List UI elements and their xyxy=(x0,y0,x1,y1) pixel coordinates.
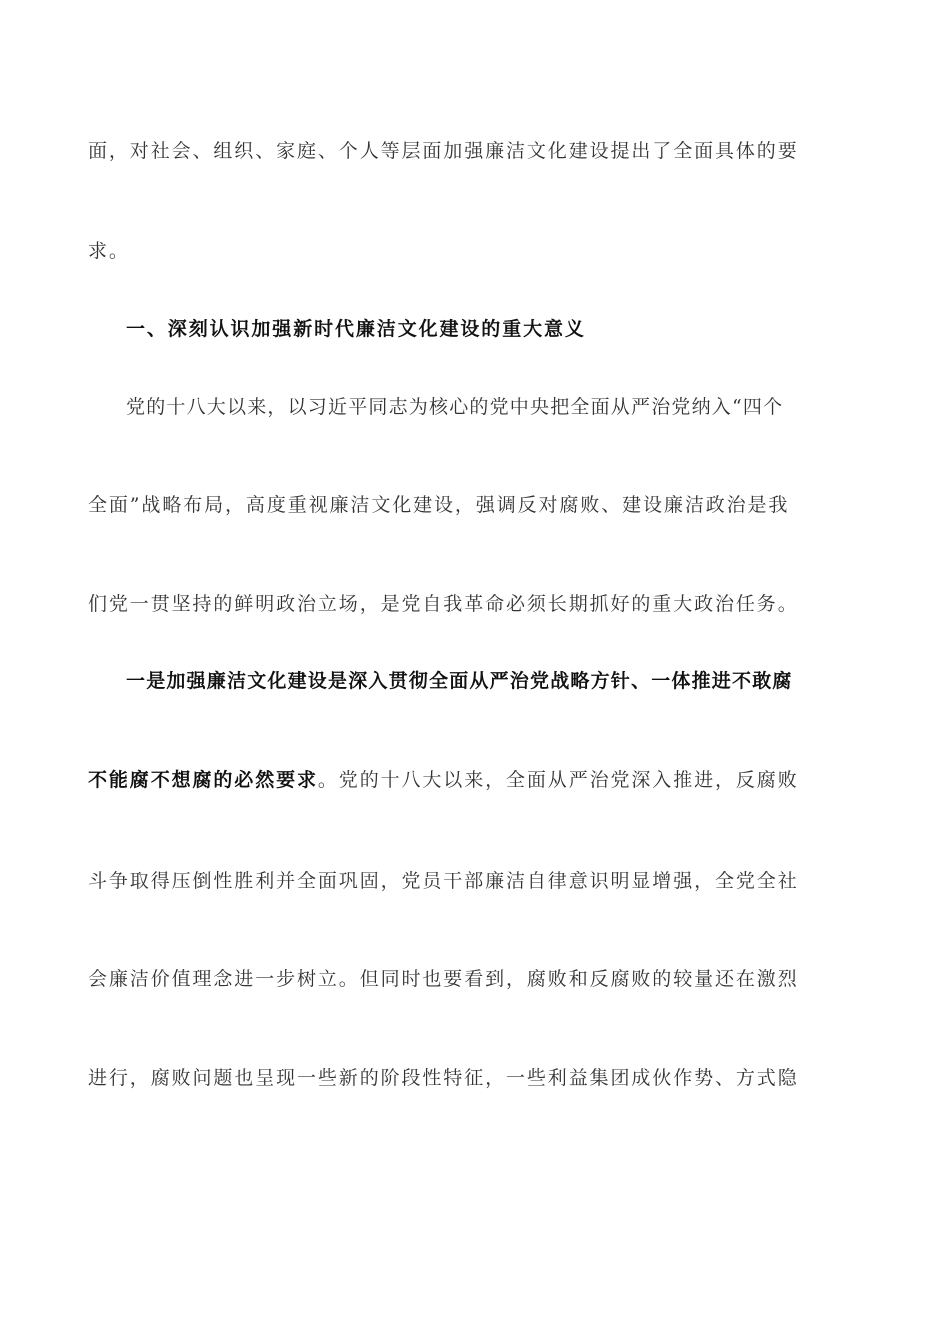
paragraph-line: 们党一贯坚持的鲜明政治立场，是党自我革命必须长期抓好的重大政治任务。 xyxy=(88,593,799,615)
bold-lead-text: 不能腐不想腐的必然要求 xyxy=(88,769,318,791)
paragraph-line: 面，对社会、组织、家庭、个人等层面加强廉洁文化建设提出了全面具体的要 xyxy=(88,140,799,162)
paragraph-line: 进行，腐败问题也呈现一些新的阶段性特征，一些利益集团成伙作势、方式隐 xyxy=(88,1067,799,1089)
paragraph-line: 会廉洁价值理念进一步树立。但同时也要看到，腐败和反腐败的较量还在激烈 xyxy=(88,968,799,990)
paragraph-line: 斗争取得压倒性胜利并全面巩固，党员干部廉洁自律意识明显增强，全党全社 xyxy=(88,870,799,892)
paragraph-line: 党的十八大以来，以习近平同志为核心的党中央把全面从严治党纳入“四个 xyxy=(126,396,784,418)
paragraph-line: 全面”战略布局，高度重视廉洁文化建设，强调反对腐败、建设廉洁政治是我 xyxy=(88,494,790,516)
mixed-paragraph-line xyxy=(88,765,878,795)
paragraph-line: 求。 xyxy=(88,240,130,262)
normal-text: 。党的十八大以来，全面从严治党深入推进，反腐败 xyxy=(317,769,799,791)
bold-paragraph-line: 一是加强廉洁文化建设是深入贯彻全面从严治党战略方针、一体推进不敢腐 xyxy=(126,670,793,692)
section-heading: 一、深刻认识加强新时代廉洁文化建设的重大意义 xyxy=(126,318,586,340)
